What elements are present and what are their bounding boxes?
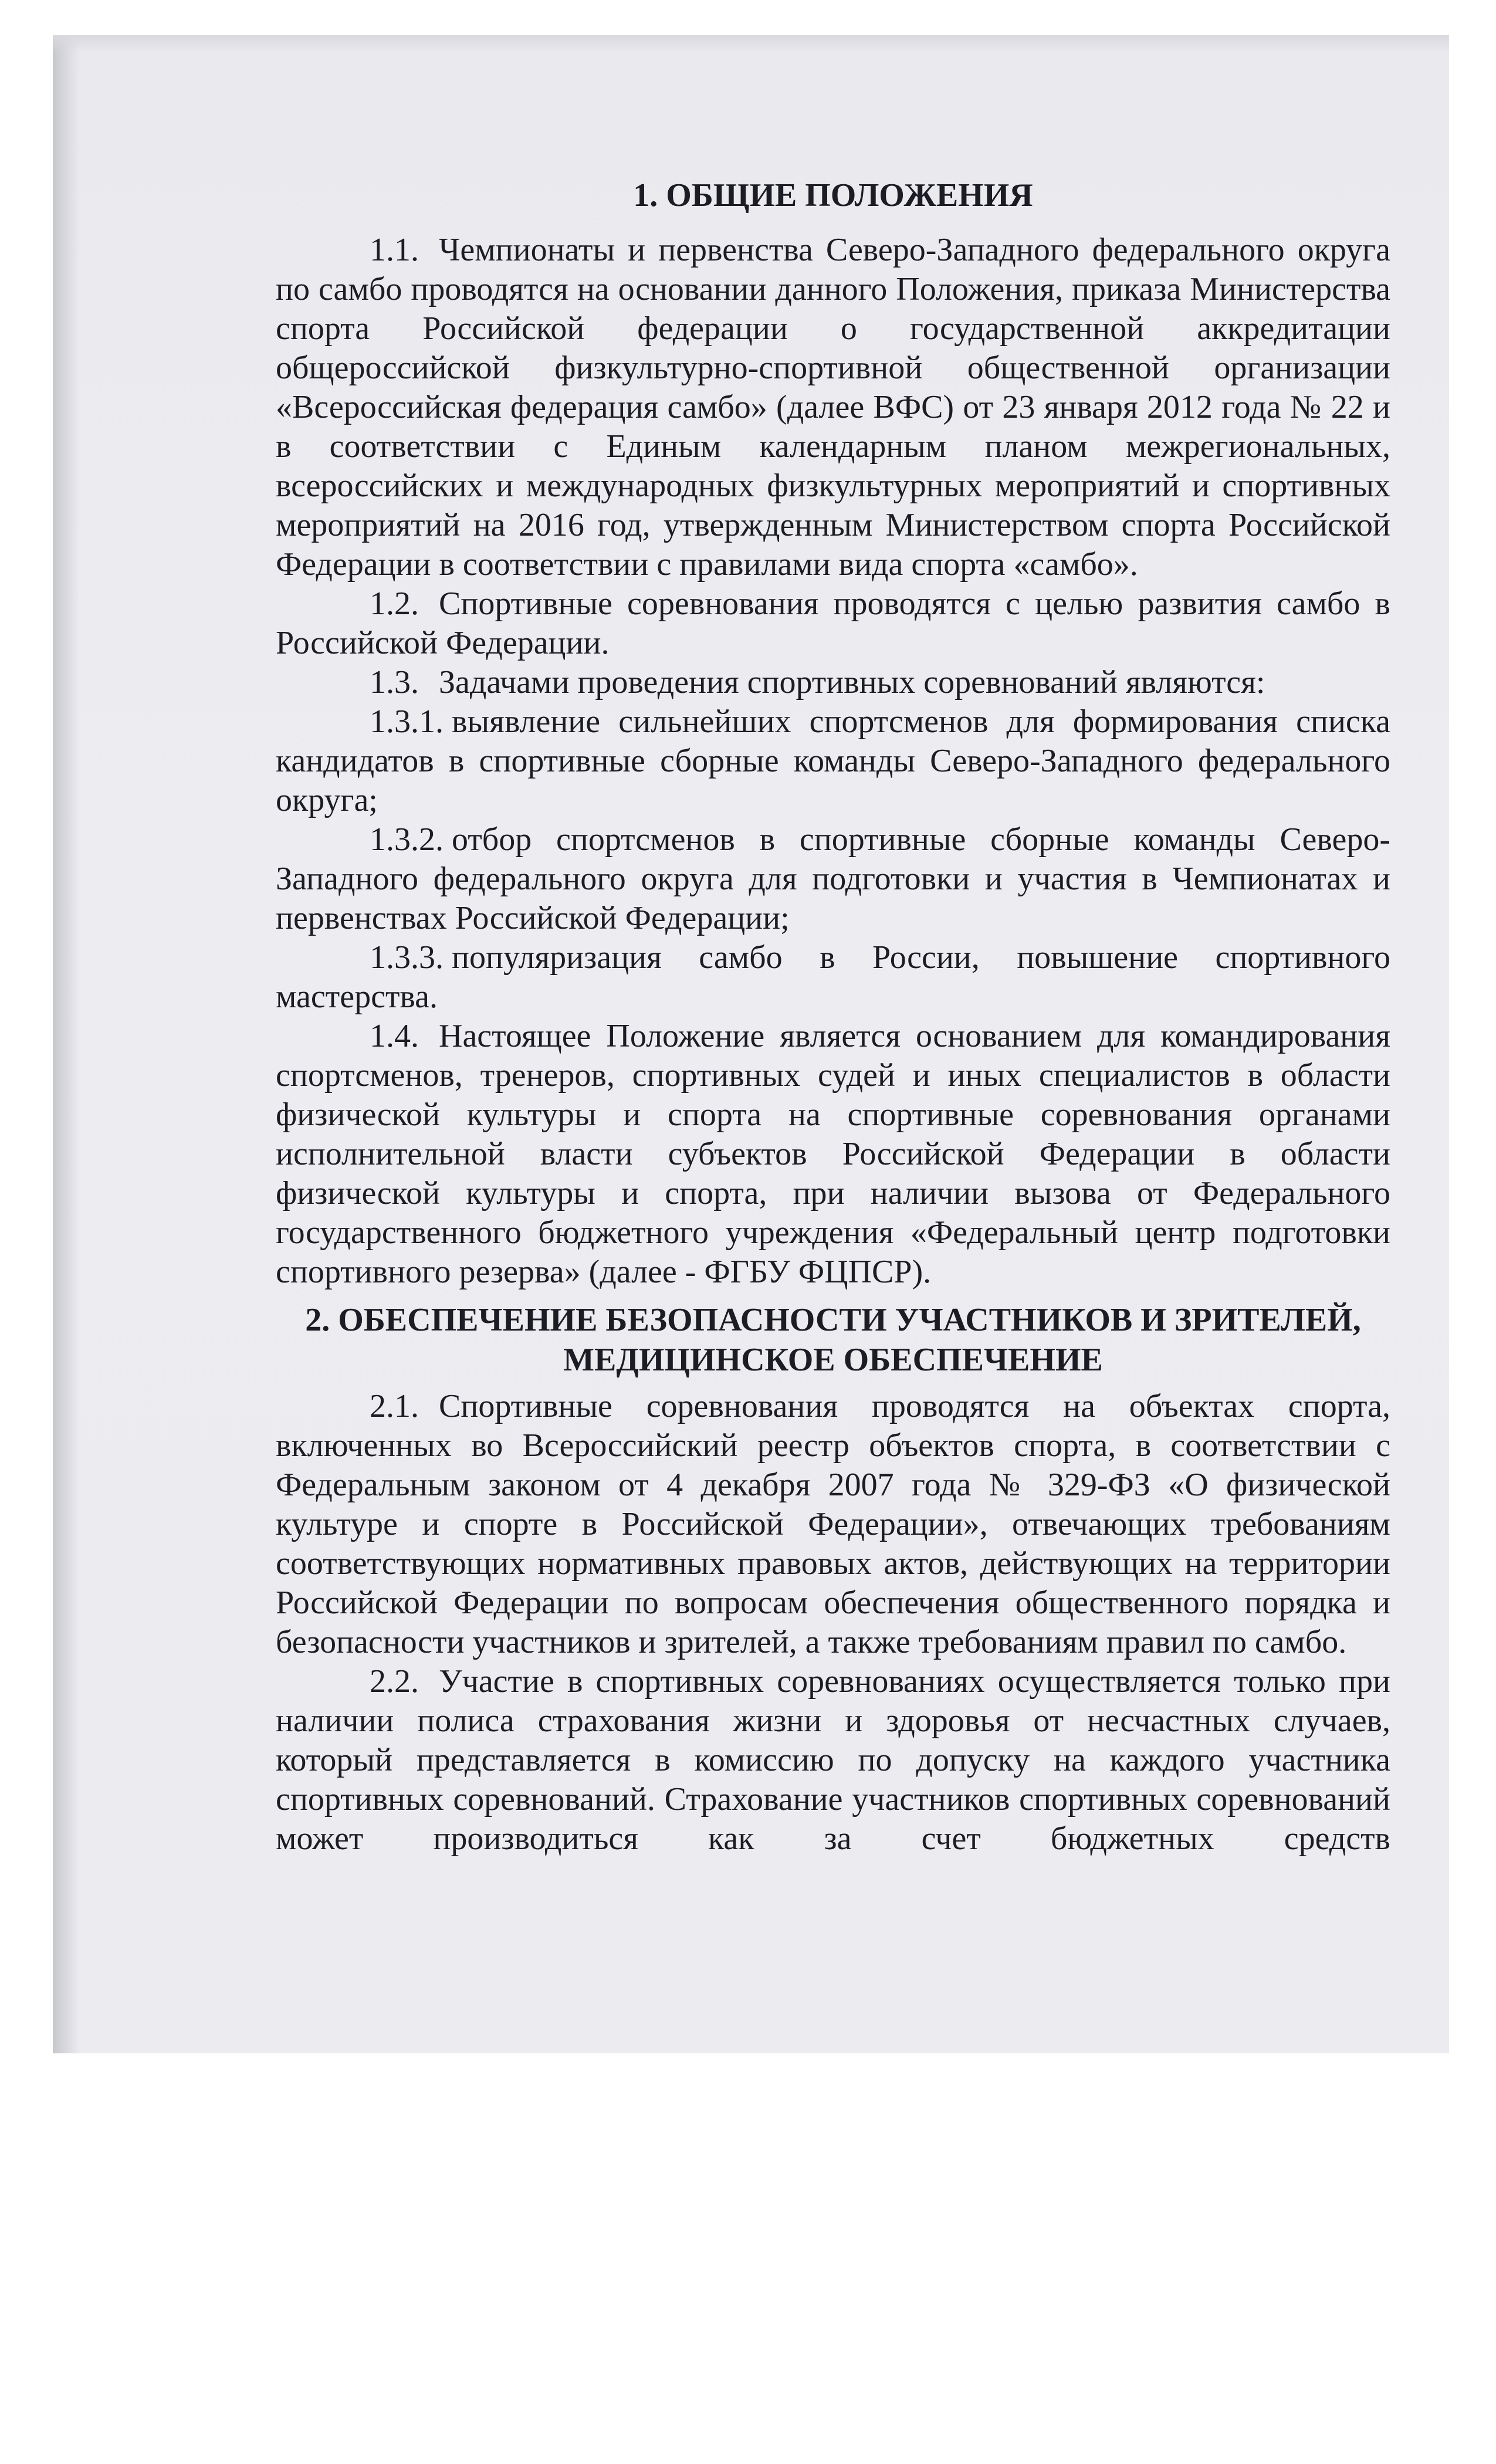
paragraph-number: 1.4.: [370, 1018, 419, 1054]
section-2-heading-line-2: МЕДИЦИНСКОЕ ОБЕСПЕЧЕНИЕ: [563, 1342, 1103, 1378]
scan-top-shadow: [53, 35, 1449, 53]
paragraph-1-3-2: [276, 820, 1390, 938]
paragraph-1-4: [276, 1017, 1390, 1292]
paragraph-number: 1.1.: [370, 232, 419, 268]
paragraph-2-1: [276, 1387, 1390, 1662]
paragraph-1-3: [276, 663, 1390, 702]
paragraph-1-1: [276, 231, 1390, 584]
paragraph-number: 2.2.: [370, 1663, 419, 1700]
paragraph-text: Спортивные соревнования проводятся с целью развития самбо в Российской Федерации.: [276, 585, 1390, 661]
paragraph-text: отбор спортсменов в спортивные сборные команды Северо-Западного федерального округа для подготовки и участия в Чемпионатах и первенствах Российской Федерации;: [276, 821, 1390, 936]
paragraph-text: популяризация самбо в России, повышение спортивного мастерства.: [276, 939, 1390, 1015]
paragraph-text: выявление сильнейших спортсменов для формирования списка кандидатов в спортивные сборные команды Северо-Западного федерального округа;: [276, 703, 1390, 818]
paragraph-number: 1.3.2.: [370, 821, 444, 858]
paragraph-number: 1.3.3.: [370, 939, 444, 976]
paragraph-1-3-3: [276, 938, 1390, 1017]
paragraph-text: Спортивные соревнования проводятся на объектах спорта, включенных во Всероссийский реестр объектов спорта, в соответствии с Федеральным законом от 4 декабря 2007 года № 329-ФЗ «О физической культуре и спорте в Российской Федерации», отвечающих требованиям соответствующих нормативных правовых актов, действующих на территории Российской Федерации по вопросам обеспечения общественного порядка и безопасности участников и зрителей, а также требованиям правил по самбо.: [276, 1388, 1390, 1660]
paragraph-2-2: [276, 1662, 1390, 1859]
paragraph-text: Чемпионаты и первенства Северо-Западного федерального округа по самбо проводятся на основании данного Положения, приказа Министерства спорта Российской федерации о государственной аккредитации общероссийской физкультурно-спортивной общественной организации «Всероссийская федерация самбо» (далее ВФС) от 23 января 2012 года № 22 и в соответствии с Единым календарным планом межрегиональных, всероссийских и международных физкультурных мероприятий и спортивных мероприятий на 2016 год, утвержденным Министерством спорта Российской Федерации в соответствии с правилами вида спорта «самбо».: [276, 232, 1390, 583]
paragraph-number: 2.1.: [370, 1388, 419, 1424]
paragraph-1-2: [276, 584, 1390, 663]
scanned-page: [53, 35, 1449, 2053]
section-2-heading: [276, 1300, 1390, 1380]
paragraph-text: Задачами проведения спортивных соревнований являются:: [439, 664, 1265, 700]
paragraph-number: 1.3.1.: [370, 703, 444, 740]
paragraph-1-3-1: [276, 702, 1390, 820]
paragraph-number: 1.3.: [370, 664, 419, 700]
paragraph-text: Участие в спортивных соревнованиях осуществляется только при наличии полиса страхования жизни и здоровья от несчастных случаев, который представляется в комиссию по допуску на каждого участника спортивных соревнований. Страхование участников спортивных соревнований может производиться как за счет бюджетных средств: [276, 1663, 1390, 1857]
section-2-heading-line-1: 2. ОБЕСПЕЧЕНИЕ БЕЗОПАСНОСТИ УЧАСТНИКОВ И ЗРИТЕЛЕЙ,: [305, 1302, 1361, 1338]
section-1-heading: 1. ОБЩИЕ ПОЛОЖЕНИЯ: [633, 177, 1033, 214]
document-body: [276, 176, 1390, 1859]
scan-edge-shadow: [53, 35, 80, 2053]
paragraph-text: Настоящее Положение является основанием для командирования спортсменов, тренеров, спортивных судей и иных специалистов в области физической культуры и спорта на спортивные соревнования органами исполнительной власти субъектов Российской Федерации в области физической культуры и спорта, при наличии вызова от Федерального государственного бюджетного учреждения «Федеральный центр подготовки спортивного резерва» (далее - ФГБУ ФЦПСР).: [276, 1018, 1390, 1290]
paragraph-number: 1.2.: [370, 585, 419, 622]
